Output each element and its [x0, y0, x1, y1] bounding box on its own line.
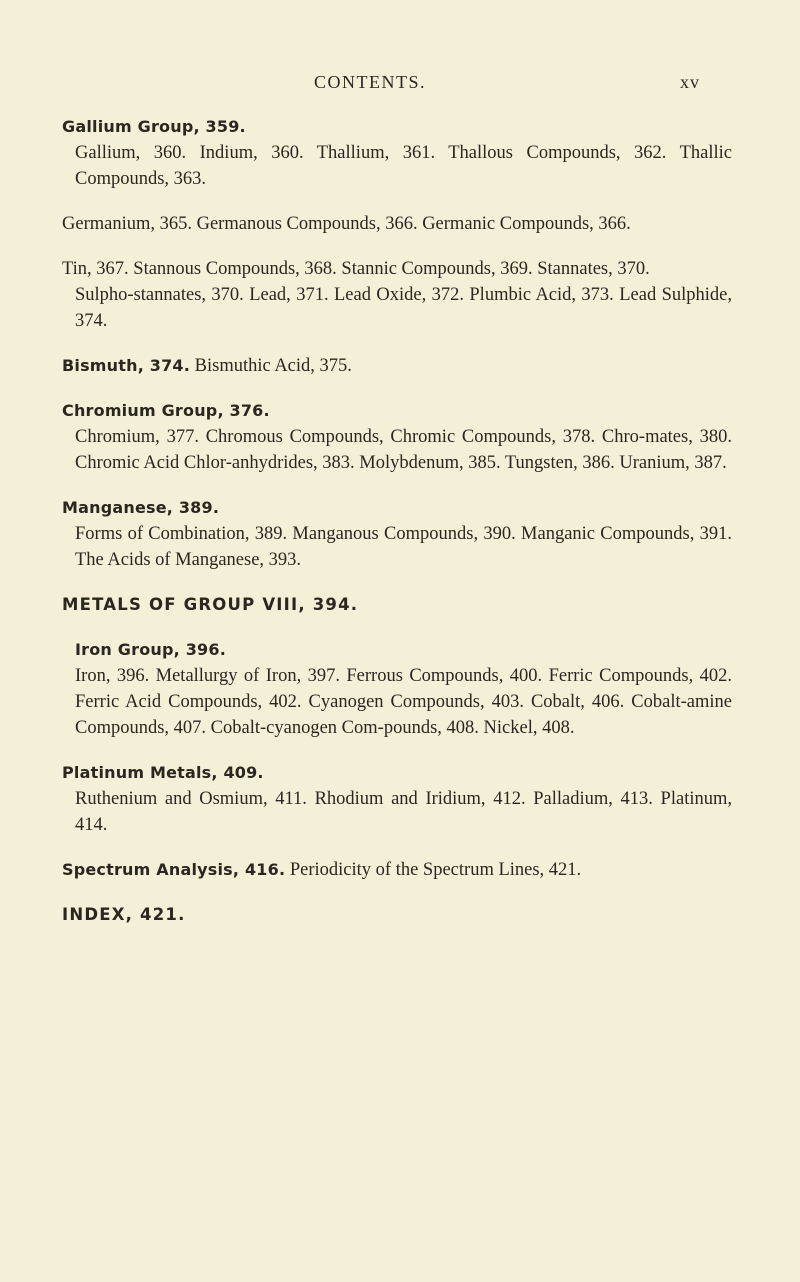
toc-tail: Bismuthic Acid, 375. — [190, 356, 352, 376]
toc-subentries: Ruthenium and Osmium, 411. Rhodium and Iridium, 412. Palladium, 413. Platinum, 414. — [75, 789, 732, 835]
toc-entry-iron-group — [75, 637, 732, 741]
page-header — [0, 72, 800, 98]
toc-heading: Gallium Group, 359. — [62, 117, 246, 136]
toc-line: Tin, 367. Stannous Compounds, 368. Stannic Compounds, 369. Stannates, 370. — [62, 259, 650, 279]
toc-entry-gallium-group — [62, 114, 732, 192]
contents-list — [62, 114, 732, 947]
toc-major-heading: METALS OF GROUP VIII, 394. — [62, 595, 359, 614]
toc-subentries: Gallium, 360. Indium, 360. Thallium, 361. Thallous Compounds, 362. Thallic Compounds, 363. — [75, 143, 732, 189]
toc-entry-chromium-group — [62, 398, 732, 476]
page-number: xv — [680, 72, 700, 92]
toc-entry-manganese — [62, 495, 732, 573]
toc-tail: Periodicity of the Spectrum Lines, 421. — [285, 860, 582, 880]
toc-heading: Manganese, 389. — [62, 498, 220, 517]
toc-entry-spectrum-analysis — [62, 857, 732, 883]
toc-line: Germanium, 365. Germanous Compounds, 366. Germanic Compounds, 366. — [62, 214, 631, 234]
toc-heading: Platinum Metals, 409. — [62, 763, 264, 782]
toc-heading: Iron Group, 396. — [75, 640, 226, 659]
toc-major-heading: INDEX, 421. — [62, 905, 186, 924]
toc-entry-index — [62, 902, 732, 928]
toc-entry-germanium — [62, 211, 732, 237]
toc-heading: Bismuth, 374. — [62, 356, 191, 375]
toc-entry-group-viii — [62, 592, 732, 618]
toc-subentries: Sulpho-stannates, 370. Lead, 371. Lead Oxide, 372. Plumbic Acid, 373. Lead Sulphide, 374. — [75, 285, 732, 331]
group-viii-subsections — [62, 637, 732, 741]
toc-entry-tin — [62, 256, 732, 334]
toc-entry-platinum-metals — [62, 760, 732, 838]
toc-subentries: Forms of Combination, 389. Manganous Compounds, 390. Manganic Compounds, 391. The Acids of Manganese, 393. — [75, 524, 732, 570]
running-title: CONTENTS. — [314, 72, 426, 92]
toc-subentries: Chromium, 377. Chromous Compounds, Chromic Compounds, 378. Chro-mates, 380. Chromic Acid Chlor-anhydrides, 383. Molybdenum, 385. Tungsten, 386. Uranium, 387. — [75, 427, 732, 473]
toc-heading: Spectrum Analysis, 416. — [62, 860, 286, 879]
toc-entry-bismuth — [62, 353, 732, 379]
toc-heading: Chromium Group, 376. — [62, 401, 270, 420]
toc-subentries: Iron, 396. Metallurgy of Iron, 397. Ferrous Compounds, 400. Ferric Compounds, 402. Ferric Acid Compounds, 402. Cyanogen Compounds, 403. Cobalt, 406. Cobalt-amine Compounds, 407. Cobalt-cyanogen Com-pounds, 408. Nickel, 408. — [75, 666, 732, 738]
